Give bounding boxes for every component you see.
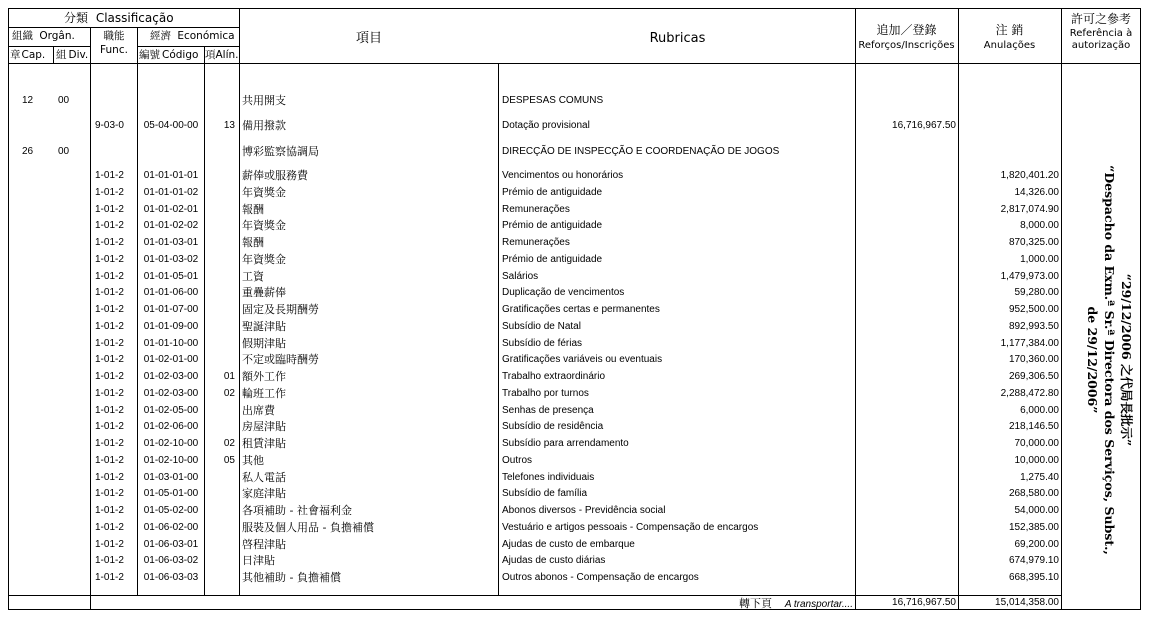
- cell-anulacao: 892,993.50: [1008, 320, 1059, 332]
- footer-line: [8, 595, 1061, 596]
- classif-line-2-right: [137, 46, 239, 47]
- cell-item-zh: 共用開支: [242, 94, 286, 107]
- cell-cap: 12: [22, 95, 34, 106]
- cell-code: 01-02-05-00: [143, 404, 199, 416]
- cell-anulacao: 69,200.00: [1014, 538, 1059, 550]
- cell-func: 1-01-2: [95, 354, 124, 366]
- code-pt: Código: [162, 49, 199, 61]
- cell-item-zh: 服裝及個人用品 - 負擔補償: [242, 520, 374, 534]
- header-bottom-line: [8, 63, 1141, 64]
- cell-div: 00: [58, 146, 70, 157]
- cell-item-zh: 報酬: [242, 202, 264, 216]
- cell-rubrica: Outros: [502, 454, 533, 466]
- economic-pt: Económica: [177, 30, 235, 42]
- cell-func: 1-01-2: [95, 337, 124, 349]
- cell-func: 1-01-2: [95, 521, 124, 533]
- header-chapter: [10, 50, 45, 61]
- cell-code: 01-06-03-03: [143, 572, 199, 583]
- cell-code: 01-01-01-02: [143, 186, 199, 198]
- footer-total-reforco: 16,716,967.50: [892, 597, 956, 608]
- cell-rubrica: Subsídio de férias: [502, 337, 583, 349]
- alinea-zh: 項: [205, 49, 216, 61]
- cell-func: 1-01-2: [95, 270, 124, 282]
- cell-item-zh: 其他: [242, 453, 264, 467]
- cell-code: 01-01-01-01: [143, 170, 199, 181]
- cell-item-zh: 各項補助 - 社會福利金: [242, 504, 352, 517]
- cell-func: 1-01-2: [95, 538, 124, 550]
- cell-func: 1-01-2: [95, 387, 124, 399]
- cell-rubrica: Subsídio de família: [502, 488, 588, 500]
- cell-item-zh: 啓程津貼: [242, 537, 286, 551]
- chapter-zh: 章: [10, 49, 21, 61]
- header-cancellations: [958, 24, 1061, 51]
- cell-code: 01-01-03-01: [143, 237, 199, 248]
- cancellations-zh: 注 銷: [995, 23, 1024, 37]
- cell-reforco: 16,716,967.50: [892, 120, 956, 131]
- cell-rubrica: Trabalho extraordinário: [502, 371, 606, 382]
- cell-code: 01-02-01-00: [143, 354, 199, 366]
- header-organic: [12, 31, 75, 42]
- cell-code: 01-02-06-00: [143, 421, 199, 433]
- code-zh: 編號: [139, 49, 160, 61]
- cell-code: 01-01-10-00: [143, 337, 199, 349]
- carry-zh: 轉下頁: [739, 597, 773, 610]
- cell-func: 1-01-2: [95, 186, 124, 198]
- col-line-rubricas: [498, 64, 499, 595]
- cell-func: 9-03-0: [95, 120, 124, 131]
- cell-code: 01-02-03-00: [143, 371, 199, 382]
- economic-zh: 經濟: [150, 30, 171, 42]
- col-line-item: [239, 8, 240, 595]
- header-functional: [92, 31, 136, 55]
- header-group: [56, 50, 88, 61]
- group-pt: Div.: [68, 49, 89, 61]
- frame-top: [8, 8, 1141, 9]
- frame-bottom: [8, 609, 1141, 610]
- footer-total-anulacao: 15,014,358.00: [995, 597, 1059, 608]
- reference-zh: 許可之參考: [1070, 12, 1131, 26]
- organic-zh: 組織: [12, 30, 33, 42]
- cell-code: 01-01-05-01: [143, 270, 199, 282]
- classification-zh: 分類: [64, 11, 89, 25]
- cell-anulacao: 674,979.10: [1008, 555, 1059, 567]
- col-line-reforco: [855, 8, 856, 610]
- cell-code: 01-06-02-00: [143, 521, 199, 533]
- cell-cap: 26: [22, 146, 34, 157]
- cell-rubrica: Dotação provisional: [502, 120, 590, 131]
- cell-item-zh: 聖誕津貼: [242, 319, 286, 333]
- chapter-pt: Cap.: [21, 49, 46, 61]
- cell-anulacao: 14,326.00: [1014, 186, 1059, 198]
- reinforcements-zh: 追加／登錄: [876, 23, 937, 37]
- cell-anulacao: 70,000.00: [1014, 438, 1059, 449]
- col-line-func: [90, 27, 91, 610]
- cell-func: 1-01-2: [95, 304, 124, 315]
- cell-rubrica: DIRECÇÃO DE INSPECÇÃO E COORDENAÇÃO DE JOGOS: [502, 146, 780, 157]
- cell-rubrica: Ajudas de custo diárias: [502, 555, 606, 567]
- cell-func: 1-01-2: [95, 253, 124, 265]
- cell-anulacao: 1,275.40: [1020, 471, 1059, 483]
- header-reinforcements: [855, 24, 958, 51]
- cell-code: 01-02-03-00: [143, 387, 199, 399]
- cell-rubrica: Prémio de antiguidade: [502, 220, 603, 232]
- cell-code: 01-05-01-00: [143, 488, 199, 500]
- cell-code: 01-01-06-00: [143, 287, 199, 299]
- cell-anulacao: 218,146.50: [1008, 421, 1059, 433]
- header-alinea: [205, 50, 239, 61]
- cell-func: 1-01-2: [95, 555, 124, 567]
- cell-code: 01-03-01-00: [143, 471, 199, 483]
- cell-rubrica: Trabalho por turnos: [502, 387, 589, 399]
- cell-func: 1-01-2: [95, 287, 124, 299]
- cell-item-zh: 租賃津貼: [242, 437, 286, 450]
- cell-rubrica: Prémio de antiguidade: [502, 253, 603, 265]
- cell-item-zh: 日津貼: [242, 554, 275, 568]
- cell-rubrica: Subsídio de Natal: [502, 320, 581, 332]
- classif-line-1: [8, 27, 239, 28]
- cell-rubrica: Subsídio para arrendamento: [502, 438, 629, 449]
- cell-item-zh: 不定或臨時酬勞: [242, 353, 319, 367]
- cell-anulacao: 1,000.00: [1020, 253, 1059, 265]
- cell-anulacao: 10,000.00: [1014, 454, 1059, 466]
- cell-code: 01-01-07-00: [143, 304, 199, 315]
- functional-zh: 職能: [103, 30, 125, 42]
- header-economic: [150, 31, 235, 42]
- cell-code: 01-01-02-02: [143, 220, 199, 232]
- cell-item-zh: 報酬: [242, 236, 264, 249]
- cell-anulacao: 1,177,384.00: [1000, 337, 1059, 349]
- cell-anulacao: 952,500.00: [1008, 304, 1059, 315]
- cell-anulacao: 54,000.00: [1014, 505, 1059, 516]
- cell-code: 01-02-10-00: [143, 454, 199, 466]
- cell-anulacao: 1,820,401.20: [1000, 170, 1059, 181]
- cell-anulacao: 268,580.00: [1008, 488, 1059, 500]
- cell-func: 1-01-2: [95, 203, 124, 215]
- organic-pt: Orgân.: [39, 30, 75, 42]
- cell-item-zh: 私人電話: [242, 470, 286, 484]
- cell-anulacao: 668,395.10: [1008, 572, 1059, 583]
- cell-code: 05-04-00-00: [143, 120, 199, 131]
- cell-code: 01-06-03-02: [143, 555, 199, 567]
- cell-anulacao: 8,000.00: [1020, 220, 1059, 232]
- cell-item-zh: 假期津貼: [242, 336, 286, 350]
- cell-anulacao: 269,306.50: [1008, 371, 1059, 382]
- cell-item-zh: 薪俸或服務費: [242, 169, 308, 182]
- cell-anulacao: 170,360.00: [1008, 354, 1059, 366]
- cell-rubrica: Vestuário e artigos pessoais - Compensação de encargos: [502, 521, 759, 533]
- cell-anulacao: 6,000.00: [1020, 404, 1059, 416]
- cell-rubrica: Salários: [502, 270, 539, 282]
- reference-pt-1: Referência à: [1069, 28, 1133, 39]
- cell-rubrica: Gratificações certas e permanentes: [502, 304, 660, 315]
- cell-anulacao: 59,280.00: [1014, 287, 1059, 299]
- cell-rubrica: Senhas de presença: [502, 404, 594, 416]
- frame-left: [8, 8, 9, 610]
- frame-right: [1140, 8, 1141, 610]
- authorization-reference: [1063, 140, 1135, 580]
- cell-item-zh: 重疊薪俸: [242, 286, 286, 300]
- col-line-reference: [1061, 8, 1062, 610]
- cell-code: 01-06-03-01: [143, 538, 199, 550]
- cell-alin: 05: [223, 454, 235, 466]
- cell-alin: 13: [223, 120, 235, 131]
- header-classification: [64, 12, 174, 24]
- cell-rubrica: Remunerações: [502, 203, 570, 215]
- cell-func: 1-01-2: [95, 505, 124, 516]
- cell-func: 1-01-2: [95, 488, 124, 500]
- cell-code: 01-05-02-00: [143, 505, 199, 516]
- cell-item-zh: 額外工作: [242, 370, 286, 383]
- cell-alin: 02: [223, 387, 235, 399]
- cell-anulacao: 2,817,074.90: [1000, 203, 1059, 215]
- header-code: [139, 50, 198, 61]
- cell-rubrica: Prémio de antiguidade: [502, 186, 603, 198]
- cell-rubrica: Outros abonos - Compensação de encargos: [502, 572, 699, 583]
- cell-rubrica: Gratificações variáveis ou eventuais: [502, 354, 663, 366]
- cell-code: 01-01-02-01: [143, 203, 199, 215]
- cell-func: 1-01-2: [95, 438, 124, 449]
- cell-code: 01-02-10-00: [143, 438, 199, 449]
- header-rubricas: Rubricas: [649, 31, 706, 46]
- reference-line-2: “Despacho da Exm.ª Sr.ª Directora dos Serviços, Subst.,: [1102, 165, 1117, 555]
- reference-pt-2: autorização: [1071, 40, 1131, 51]
- cell-rubrica: Duplicação de vencimentos: [502, 287, 625, 299]
- cell-anulacao: 152,385.00: [1008, 521, 1059, 533]
- reference-line-1: “29/12/2006 之代局長批示”: [1119, 273, 1134, 447]
- carry-pt: A transportar....: [784, 599, 853, 610]
- functional-pt: Func.: [100, 43, 128, 56]
- alinea-pt: Alín.: [215, 49, 239, 61]
- cell-item-zh: 出席費: [242, 403, 275, 417]
- cell-item-zh: 輪班工作: [242, 386, 286, 400]
- cell-alin: 01: [223, 371, 235, 382]
- cell-item-zh: 年資獎金: [242, 252, 286, 266]
- cell-rubrica: DESPESAS COMUNS: [502, 95, 604, 106]
- cell-item-zh: 家庭津貼: [242, 487, 286, 501]
- cell-func: 1-01-2: [95, 237, 124, 248]
- cell-anulacao: 870,325.00: [1008, 237, 1059, 248]
- cell-func: 1-01-2: [95, 404, 124, 416]
- cell-anulacao: 2,288,472.80: [1000, 387, 1059, 399]
- cancellations-pt: Anulações: [983, 40, 1036, 51]
- classification-pt: Classificação: [95, 11, 174, 25]
- cell-func: 1-01-2: [95, 371, 124, 382]
- cell-func: 1-01-2: [95, 421, 124, 433]
- group-zh: 組: [56, 49, 67, 61]
- reference-line-3: de 29/12/2006”: [1085, 306, 1100, 414]
- cell-func: 1-01-2: [95, 572, 124, 583]
- reinforcements-pt: Reforços/Inscrições: [858, 40, 955, 51]
- cell-alin: 02: [223, 438, 235, 449]
- header-item-zh: 項目: [355, 31, 382, 46]
- col-line-div: [53, 46, 54, 64]
- cell-item-zh: 工資: [242, 269, 264, 283]
- cell-func: 1-01-2: [95, 454, 124, 466]
- cell-func: 1-01-2: [95, 170, 124, 181]
- cell-item-zh: 固定及長期酬勞: [242, 303, 319, 316]
- cell-code: 01-01-03-02: [143, 253, 199, 265]
- cell-rubrica: Abonos diversos - Previdência social: [502, 505, 666, 516]
- col-line-code: [137, 27, 138, 595]
- cell-item-zh: 博彩監察協調局: [242, 145, 319, 158]
- cell-div: 00: [58, 95, 70, 106]
- header-reference: [1061, 13, 1141, 51]
- authorization-reference-text: [1063, 140, 1135, 580]
- cell-func: 1-01-2: [95, 320, 124, 332]
- cell-anulacao: 1,479,973.00: [1000, 270, 1059, 282]
- cell-func: 1-01-2: [95, 471, 124, 483]
- cell-rubrica: Telefones individuais: [502, 471, 595, 483]
- cell-item-zh: 年資獎金: [242, 185, 286, 199]
- classif-line-2-left: [8, 46, 90, 47]
- cell-rubrica: Vencimentos ou honorários: [502, 170, 624, 181]
- cell-code: 01-01-09-00: [143, 320, 199, 332]
- cell-item-zh: 其他補助 - 負擔補償: [242, 571, 341, 584]
- cell-item-zh: 房屋津貼: [242, 420, 286, 434]
- col-line-anulacao: [958, 8, 959, 610]
- cell-func: 1-01-2: [95, 220, 124, 232]
- footer-carry: [700, 598, 853, 610]
- cell-rubrica: Subsídio de residência: [502, 421, 604, 433]
- cell-rubrica: Remunerações: [502, 237, 570, 248]
- cell-item-zh: 年資獎金: [242, 219, 286, 233]
- cell-rubrica: Ajudas de custo de embarque: [502, 538, 635, 550]
- cell-item-zh: 備用撥款: [242, 119, 286, 132]
